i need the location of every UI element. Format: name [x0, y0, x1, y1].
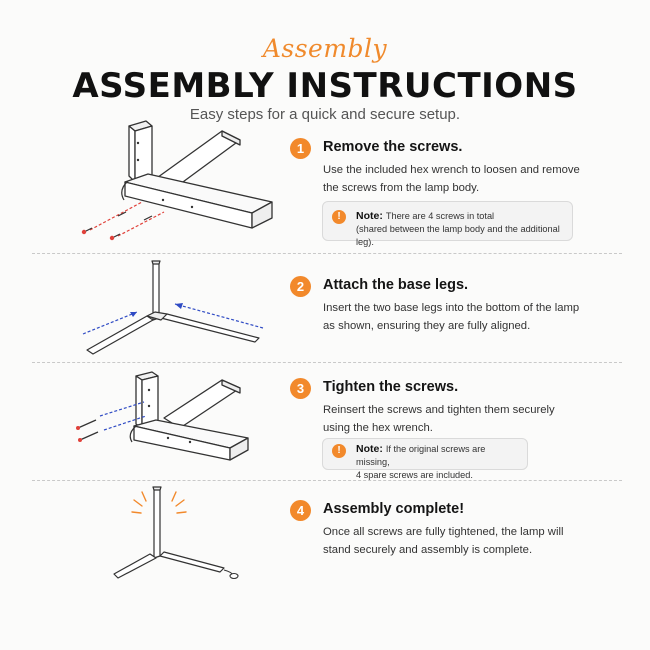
step-number-badge: 3 [290, 378, 311, 399]
exclamation-icon: ! [332, 444, 346, 458]
note-label: Note: [356, 443, 383, 455]
step-title: Assembly complete! [323, 501, 465, 517]
note-line-1: There are 4 screws in total [385, 211, 495, 221]
step-1-illustration [72, 118, 282, 248]
step-description: Insert the two base legs into the bottom of the lamp as shown, ensuring they are fully aligned. [323, 302, 580, 332]
step-number-badge: 1 [290, 138, 311, 159]
section-divider [32, 480, 622, 481]
script-title: Assembly [262, 34, 388, 63]
page-title: ASSEMBLY INSTRUCTIONS [72, 66, 578, 106]
note-line-1: If the original screws are missing, [356, 444, 486, 467]
step-4-illustration [100, 484, 250, 584]
step-number-badge: 4 [290, 500, 311, 521]
note-line-2: (shared between the lamp body and the additional leg). [356, 224, 560, 247]
step-description: Use the included hex wrench to loosen and remove the screws from the lamp body. [323, 164, 580, 194]
note-line-2: 4 spare screws are included. [356, 470, 473, 480]
section-divider [32, 362, 622, 363]
section-divider [32, 253, 622, 254]
page-subtitle: Easy steps for a quick and secure setup. [189, 106, 461, 123]
step-2-illustration [75, 258, 275, 358]
note-box [322, 438, 528, 480]
step-title: Attach the base legs. [323, 277, 469, 293]
step-description: Reinsert the screws and tighten them securely using the hex wrench. [323, 404, 555, 434]
step-description: Once all screws are fully tightened, the lamp will stand securely and assembly is complete. [323, 526, 564, 556]
note-text [356, 443, 519, 482]
step-3-illustration [72, 368, 282, 468]
note-box [322, 201, 573, 247]
note-text [356, 210, 564, 249]
step-title: Tighten the screws. [323, 379, 459, 395]
exclamation-icon: ! [332, 210, 346, 224]
step-title: Remove the screws. [323, 139, 463, 155]
step-number-badge: 2 [290, 276, 311, 297]
note-label: Note: [356, 210, 383, 222]
